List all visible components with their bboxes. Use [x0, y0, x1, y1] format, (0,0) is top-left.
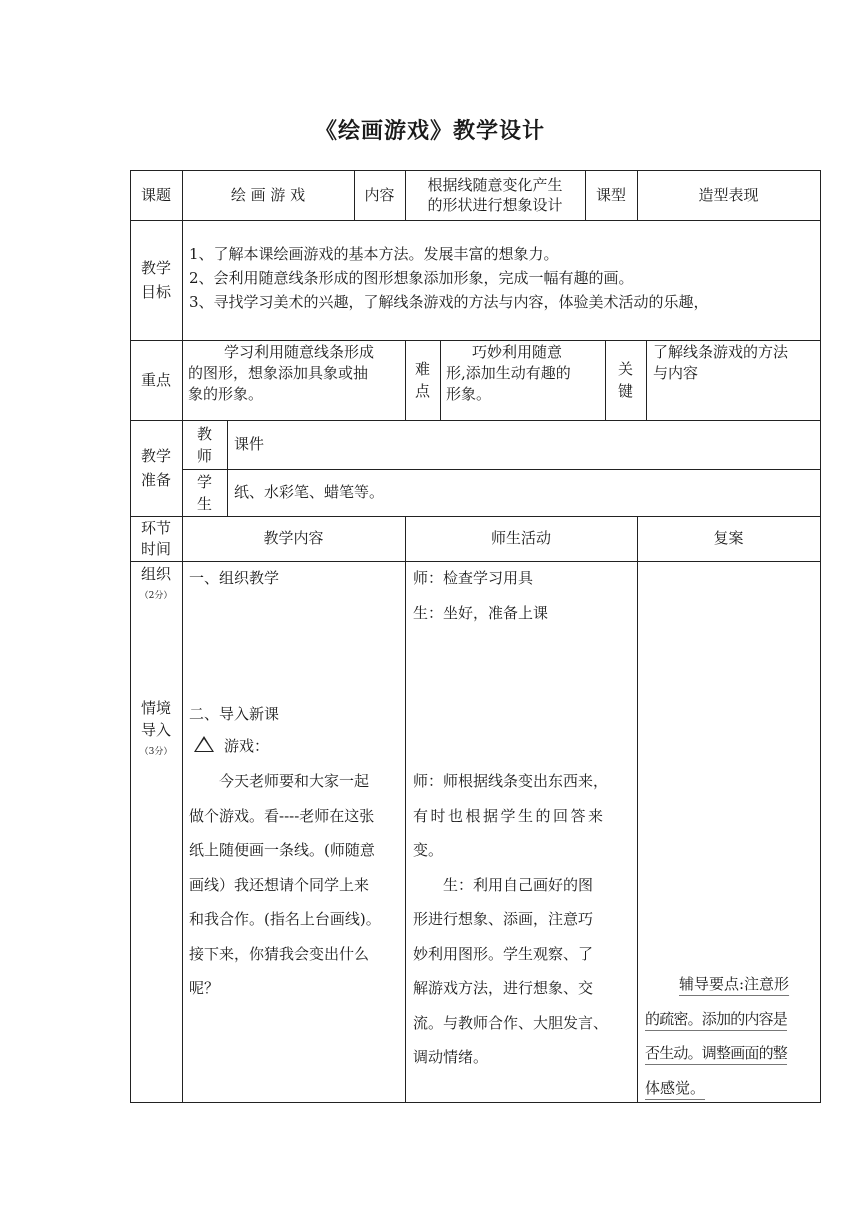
notes-line-1: 辅导要点:注意形: [679, 975, 790, 993]
goal-item-1: 1、了解本课绘画游戏的基本方法。发展丰富的想象力。: [189, 245, 559, 263]
notes-line-4: 体感觉。: [645, 1078, 706, 1097]
lesson-type-value: 造型表现: [698, 185, 759, 204]
goal-item-2: 2、会利用随意线条形成的图形想象添加形象，完成一幅有趣的画。: [189, 269, 634, 287]
label-preparation: [130, 420, 182, 516]
label-goals-line-1: 教学: [140, 259, 171, 277]
stage-organize: [130, 564, 182, 602]
activity-line-7: 解游戏方法，进行想象、交: [413, 979, 594, 997]
label-key-line-1: 关: [617, 360, 633, 378]
label-key: [605, 340, 646, 420]
notes-line-2: 的疏密。添加的内容是: [645, 1009, 788, 1028]
label-goals: [130, 220, 182, 340]
content-section-1: 一、组织教学: [189, 569, 280, 587]
difficulty-text: [446, 342, 604, 405]
key-point-text: [188, 342, 402, 405]
label-student-line-2: 生: [196, 494, 212, 513]
triangle-icon: [194, 736, 214, 752]
difficulty-line-3: 形象。: [446, 385, 492, 403]
header-notes: 复案: [713, 529, 744, 547]
header-activity: 师生活动: [490, 529, 551, 547]
activity-line-1: 师：师根据线条变出东西来，: [413, 772, 609, 790]
label-preparation-line-2: 准备: [140, 471, 171, 489]
difficulty-line-1: 巧妙利用随意: [472, 343, 563, 361]
key-text: [653, 342, 818, 384]
activity-line-2: 有时也根据学生的回答来: [413, 806, 606, 825]
content-value: [405, 170, 585, 220]
topic-value: 绘 画 游 戏: [230, 185, 306, 204]
activity-top-line-1: 师：检查学习用具: [413, 569, 534, 587]
stage-intro-line-1: 情境: [140, 699, 171, 717]
stage-intro-time: （3分）: [139, 747, 173, 757]
content-line-2: 做个游戏。看----老师在这张: [189, 806, 375, 825]
activity-line-3: 变。: [413, 841, 444, 859]
key-point-line-1: 学习利用随意线条形成: [224, 343, 375, 361]
activity-line-4: 生：利用自己画好的图: [443, 875, 594, 894]
activity-paragraph: [413, 764, 635, 1075]
label-difficulty: [405, 340, 440, 420]
stage-intro: [130, 697, 182, 758]
key-line-2: 与内容: [653, 364, 699, 382]
key-line-1: 了解线条游戏的方法: [653, 343, 789, 361]
label-lesson-type: 课型: [595, 185, 626, 204]
content-line-3: 纸上随便画一条线。(师随意: [189, 841, 375, 859]
label-goals-line-2: 目标: [140, 283, 171, 301]
label-difficulty-line-1: 难: [414, 360, 430, 378]
content-paragraph: [189, 764, 403, 1006]
activity-line-5: 形进行想象、添画，注意巧: [413, 910, 594, 928]
teacher-prep: 课件: [234, 435, 265, 453]
notes-paragraph: [645, 967, 818, 1105]
goal-item-3: 3、寻找学习美术的兴趣，了解线条游戏的方法与内容，体验美术活动的乐趣，: [189, 293, 709, 311]
label-preparation-line-1: 教学: [140, 447, 171, 465]
activity-line-9: 调动情绪。: [413, 1048, 489, 1066]
content-line-4: 画线）我还想请个同学上来: [189, 875, 370, 894]
key-point-line-2: 的图形，想象添加具象或抽: [188, 364, 369, 382]
label-teacher: [182, 420, 227, 469]
student-prep: 纸、水彩笔、蜡笔等。: [234, 483, 385, 501]
label-student-line-1: 学: [196, 472, 212, 491]
activity-line-8: 流。与教师合作、大胆发言、: [413, 1013, 609, 1032]
stage-organize-time: （2分）: [139, 591, 173, 601]
activity-top-line-2: 生：坐好，准备上课: [413, 603, 549, 622]
label-difficulty-line-2: 点: [414, 382, 430, 400]
label-topic: 课题: [140, 185, 171, 204]
label-teacher-line-1: 教: [196, 424, 212, 443]
header-content: 教学内容: [263, 529, 324, 547]
stage-intro-line-2: 导入: [140, 721, 171, 739]
content-game-label: 游戏：: [224, 737, 270, 755]
activity-top: [413, 561, 635, 630]
label-teacher-line-2: 师: [196, 446, 212, 465]
header-stage-time: [130, 516, 182, 561]
goals-list: [189, 242, 819, 314]
label-key-point: 重点: [140, 370, 171, 389]
content-line-2: 的形状进行想象设计: [427, 196, 563, 214]
content-line-1: 根据线随意变化产生: [427, 176, 563, 194]
label-content: 内容: [364, 185, 395, 204]
key-point-line-3: 象的形象。: [188, 385, 264, 403]
document-title: 《绘画游戏》教学设计: [314, 119, 545, 144]
header-stage-line-1: 环节: [140, 518, 171, 537]
stage-organize-label: 组织: [140, 565, 171, 583]
label-key-line-2: 键: [617, 382, 633, 400]
content-line-1: 今天老师要和大家一起: [219, 772, 370, 790]
content-line-5: 和我合作。(指名上台画线)。: [189, 910, 381, 928]
header-stage-line-2: 时间: [140, 539, 171, 558]
content-section-2: 二、导入新课: [189, 705, 280, 723]
notes-line-3: 否生动。调整画面的整: [645, 1044, 788, 1062]
activity-line-6: 妙利用图形。学生观察、了: [413, 944, 594, 963]
content-game: [194, 736, 399, 757]
difficulty-line-2: 形,添加生动有趣的: [446, 364, 571, 382]
content-line-7: 呢？: [189, 979, 220, 997]
label-student: [182, 469, 227, 516]
content-line-6: 接下来，你猜我会变出什么: [189, 944, 370, 963]
